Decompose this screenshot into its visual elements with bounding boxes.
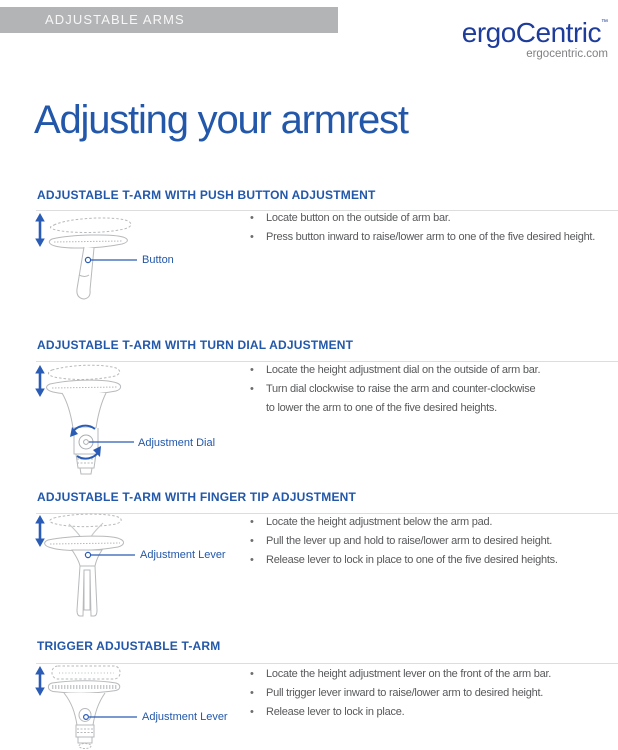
armrest-drawing bbox=[45, 514, 124, 616]
figure-push-button-arm bbox=[28, 211, 208, 311]
section-heading-turn-dial: ADJUSTABLE T-ARM WITH TURN DIAL ADJUSTMENT bbox=[37, 338, 354, 352]
bullet-item-continuation: to lower the arm to one of the five desired heights. bbox=[266, 402, 497, 414]
callout-adjustment-lever: Adjustment Lever bbox=[142, 711, 228, 723]
up-down-arrow-icon bbox=[35, 515, 45, 547]
bullet-item: • Release lever to lock in place to one of the five desired heights. bbox=[247, 551, 618, 570]
section-heading-finger-tip: ADJUSTABLE T-ARM WITH FINGER TIP ADJUSTMENT bbox=[37, 490, 357, 504]
page-title: Adjusting your armrest bbox=[34, 98, 408, 142]
website-link[interactable]: ergocentric.com bbox=[526, 48, 608, 60]
callout-button: Button bbox=[142, 254, 174, 266]
section-heading-trigger: TRIGGER ADJUSTABLE T-ARM bbox=[37, 639, 221, 653]
callout-adjustment-lever: Adjustment Lever bbox=[140, 549, 226, 561]
up-down-arrow-icon bbox=[35, 213, 45, 247]
bullet-item: • Pull trigger lever inward to raise/lower arm to desired height. bbox=[247, 684, 618, 703]
bullet-item: • Locate button on the outside of arm bar. bbox=[247, 209, 618, 228]
brand-block bbox=[462, 8, 608, 61]
section-heading-push-button: ADJUSTABLE T-ARM WITH PUSH BUTTON ADJUSTMENT bbox=[37, 188, 376, 202]
brand-logo: ergoCentric™ bbox=[461, 17, 608, 48]
bullet-item: • Press button inward to raise/lower arm to one of the five desired height. bbox=[247, 228, 618, 247]
bullet-list bbox=[247, 209, 618, 247]
bullet-item: • Locate the height adjustment lever on the front of the arm bar. bbox=[247, 665, 618, 684]
bullet-item: • Locate the height adjustment below the arm pad. bbox=[247, 513, 618, 532]
figure-trigger-arm bbox=[28, 663, 208, 750]
bullet-list bbox=[247, 513, 618, 570]
figure-turn-dial-arm bbox=[28, 362, 208, 480]
armrest-drawing bbox=[48, 666, 120, 749]
callout-adjustment-dial: Adjustment Dial bbox=[138, 437, 216, 449]
up-down-arrow-icon bbox=[35, 365, 45, 397]
bullet-list bbox=[247, 361, 618, 418]
header-banner bbox=[0, 7, 338, 33]
bullet-item: • Turn dial clockwise to raise the arm and counter-clockwise bbox=[247, 380, 618, 399]
bullet-item: • Locate the height adjustment dial on the outside of arm bar. bbox=[247, 361, 618, 380]
bullet-list bbox=[247, 665, 618, 722]
bullet-item: • Pull the lever up and hold to raise/lower arm to desired height. bbox=[247, 532, 618, 551]
trademark-mark: ™ bbox=[601, 19, 608, 26]
up-down-arrow-icon bbox=[35, 666, 45, 696]
figure-finger-tip-arm bbox=[28, 510, 208, 625]
banner-title: ADJUSTABLE ARMS bbox=[45, 12, 185, 27]
bullet-item: • Release lever to lock in place. bbox=[247, 703, 618, 722]
